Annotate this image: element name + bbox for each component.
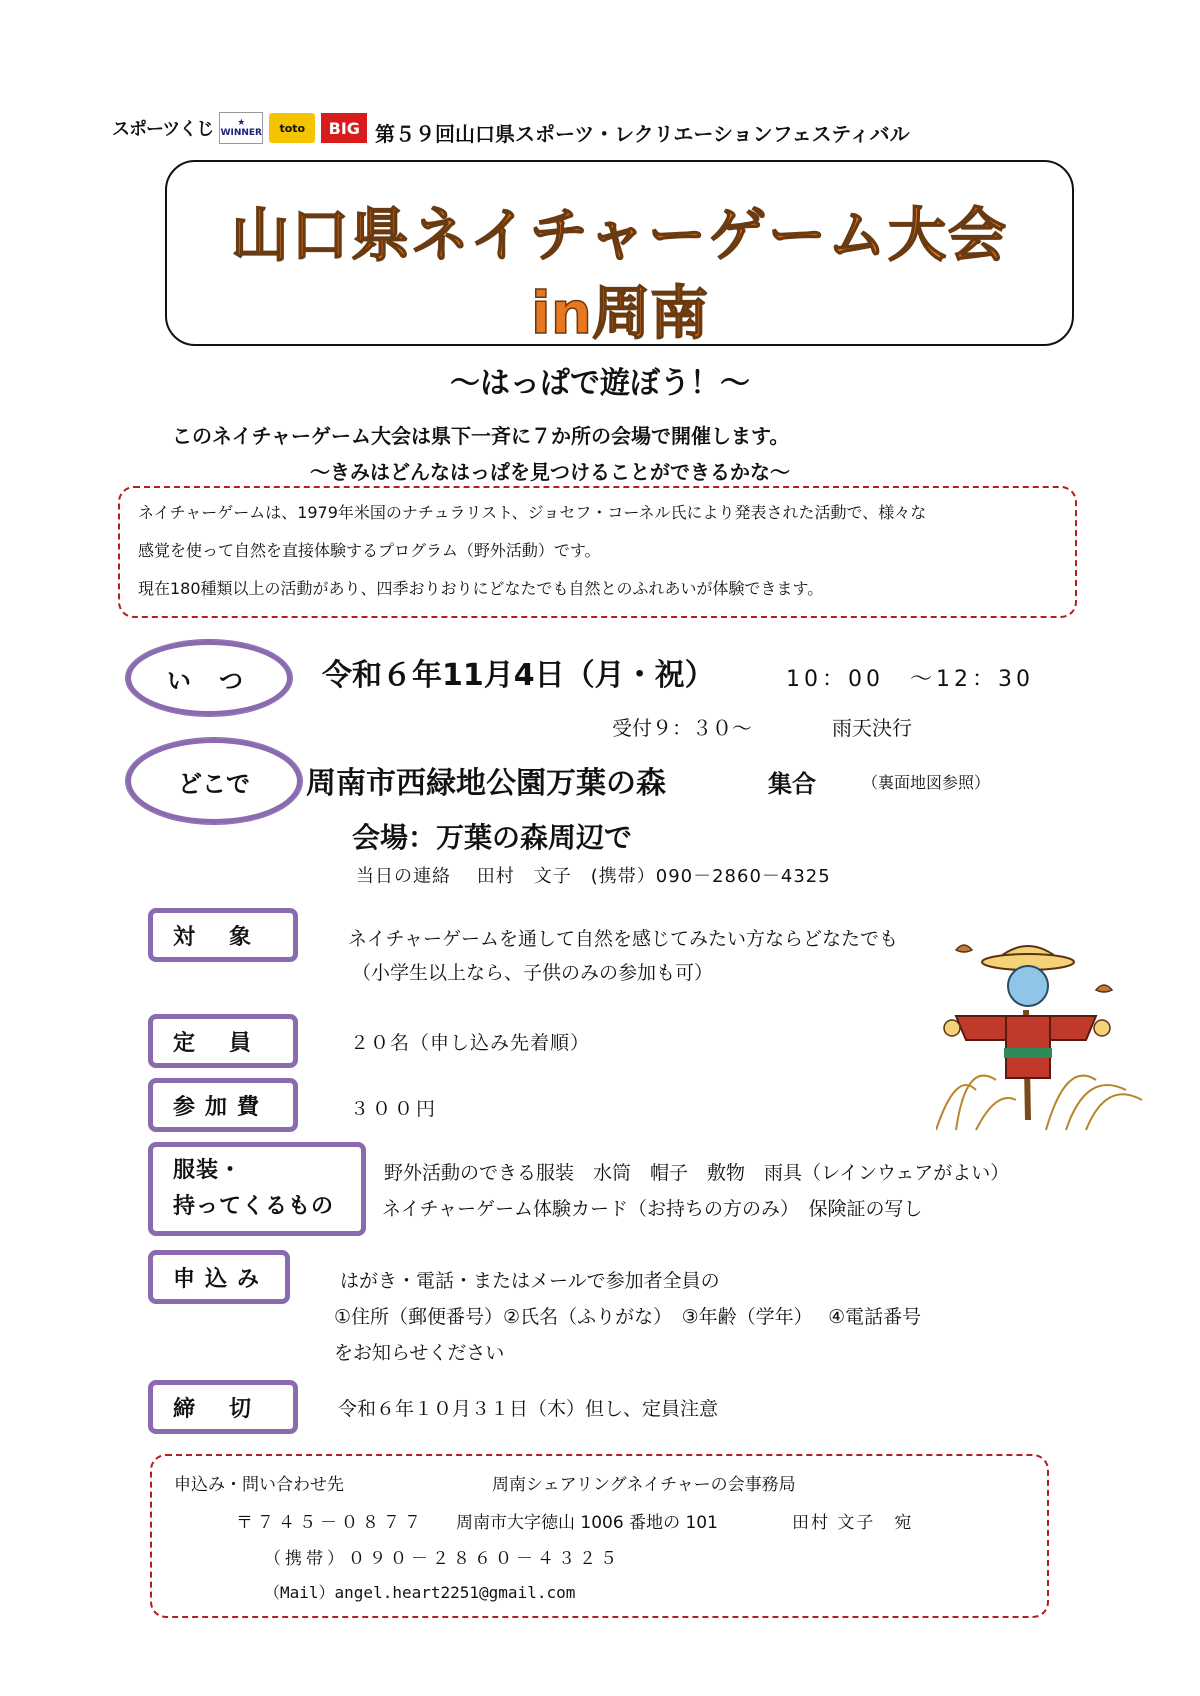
description-line: 現在180種類以上の活動があり、四季おりおりにどなたでも自然とのふれあいが体験できます。 (138, 579, 824, 598)
where-label: どこで (126, 738, 302, 824)
sponsor-logos (112, 112, 367, 144)
contact-address: 周南市大字徳山 1006 番地の 101 (456, 1513, 718, 1533)
title-box (165, 160, 1074, 346)
description-line: ネイチャーゲームは、1979年米国のナチュラリスト、ジョセフ・コーネル氏により発表された活動で、様々な (138, 503, 927, 522)
intro-line-1: このネイチャーゲーム大会は県下一斉に７か所の会場で開催します。 (172, 424, 790, 448)
subtitle: ～はっぱで遊ぼう！～ (450, 366, 750, 401)
event-time: 10：00 ～12：30 (786, 667, 1034, 692)
sportskuji-logo: スポーツくじ (112, 119, 214, 140)
description-box (118, 486, 1077, 618)
capacity-text: ２０名（申し込み先着順） (350, 1032, 591, 1054)
reception-time: 受付９：３０～ (612, 716, 752, 740)
clothing-label-line-1: 服装・ (173, 1158, 243, 1183)
festival-name: 第５９回山口県スポーツ・レクリエーションフェスティバル (375, 122, 910, 146)
deadline-label: 締切 (148, 1380, 298, 1434)
deadline-text: 令和６年１０月３１日（木）但し、定員注意 (338, 1398, 719, 1420)
target-label: 対象 (148, 908, 298, 962)
fee-label: 参加費 (148, 1078, 298, 1132)
clothing-label (148, 1142, 366, 1236)
event-date: 令和６年11月4日（月・祝） (322, 658, 715, 693)
intro-line-2: ～きみはどんなはっぱを見つけることができるかな～ (310, 460, 790, 484)
map-note: （裏面地図参照） (862, 773, 991, 792)
when-label: いつ (126, 640, 292, 716)
venue: 会場：万葉の森周辺で (352, 821, 633, 854)
rain-policy: 雨天決行 (832, 716, 912, 740)
contact-box (150, 1454, 1049, 1618)
contact-name: 田村 文子 宛 (792, 1513, 914, 1533)
target-note: （小学生以上なら、子供のみの参加も可） (352, 962, 714, 984)
contact-email[interactable]: （Mail）angel.heart2251@gmail.com (264, 1583, 576, 1602)
contact-zip: 〒７４５－０８７７ (236, 1513, 425, 1533)
bird-icon (1096, 985, 1112, 992)
apply-label: 申込み (148, 1250, 290, 1304)
capacity-label: 定員 (148, 1014, 298, 1068)
day-contact: 当日の連絡 田村 文子 (携帯）090－2860－4325 (356, 866, 831, 887)
scarecrow-illustration (936, 920, 1146, 1140)
apply-method: はがき・電話・またはメールで参加者全員の (340, 1270, 720, 1292)
contact-phone: （携帯）０９０－２８６０－４３２５ (264, 1549, 621, 1569)
description-line: 感覚を使って自然を直接体験するプログラム（野外活動）です。 (138, 541, 601, 560)
fee-text: ３００円 (350, 1098, 439, 1120)
clothing-text: 野外活動のできる服装 水筒 帽子 敷物 雨具（レインウェアがよい） (384, 1162, 1010, 1184)
apply-note: をお知らせください (334, 1342, 505, 1364)
meeting-suffix: 集合 (768, 770, 816, 798)
page-title-location: in周南 (530, 279, 709, 347)
clothing-label-line-2: 持ってくるもの (173, 1194, 335, 1219)
star-icon: ★ (237, 118, 246, 128)
bird-icon (956, 945, 972, 952)
toto-logo: toto (269, 113, 315, 143)
winner-logo-text: WINNER (220, 128, 262, 138)
target-text: ネイチャーゲームを通して自然を感じてみたい方ならどなたでも (348, 928, 899, 950)
apply-fields: ①住所（郵便番号）②氏名（ふりがな） ③年齢（学年） ④電話番号 (334, 1306, 922, 1328)
big-logo: BIG (321, 113, 367, 143)
winner-logo (219, 112, 263, 144)
meeting-place: 周南市西緑地公園万葉の森 (306, 766, 666, 801)
contact-heading: 申込み・問い合わせ先 (174, 1475, 344, 1495)
items-text: ネイチャーゲーム体験カード（お持ちの方のみ） 保険証の写し (382, 1198, 923, 1220)
contact-org: 周南シェアリングネイチャーの会事務局 (492, 1475, 796, 1495)
page-title: 山口県ネイチャーゲーム大会 (230, 201, 1009, 269)
